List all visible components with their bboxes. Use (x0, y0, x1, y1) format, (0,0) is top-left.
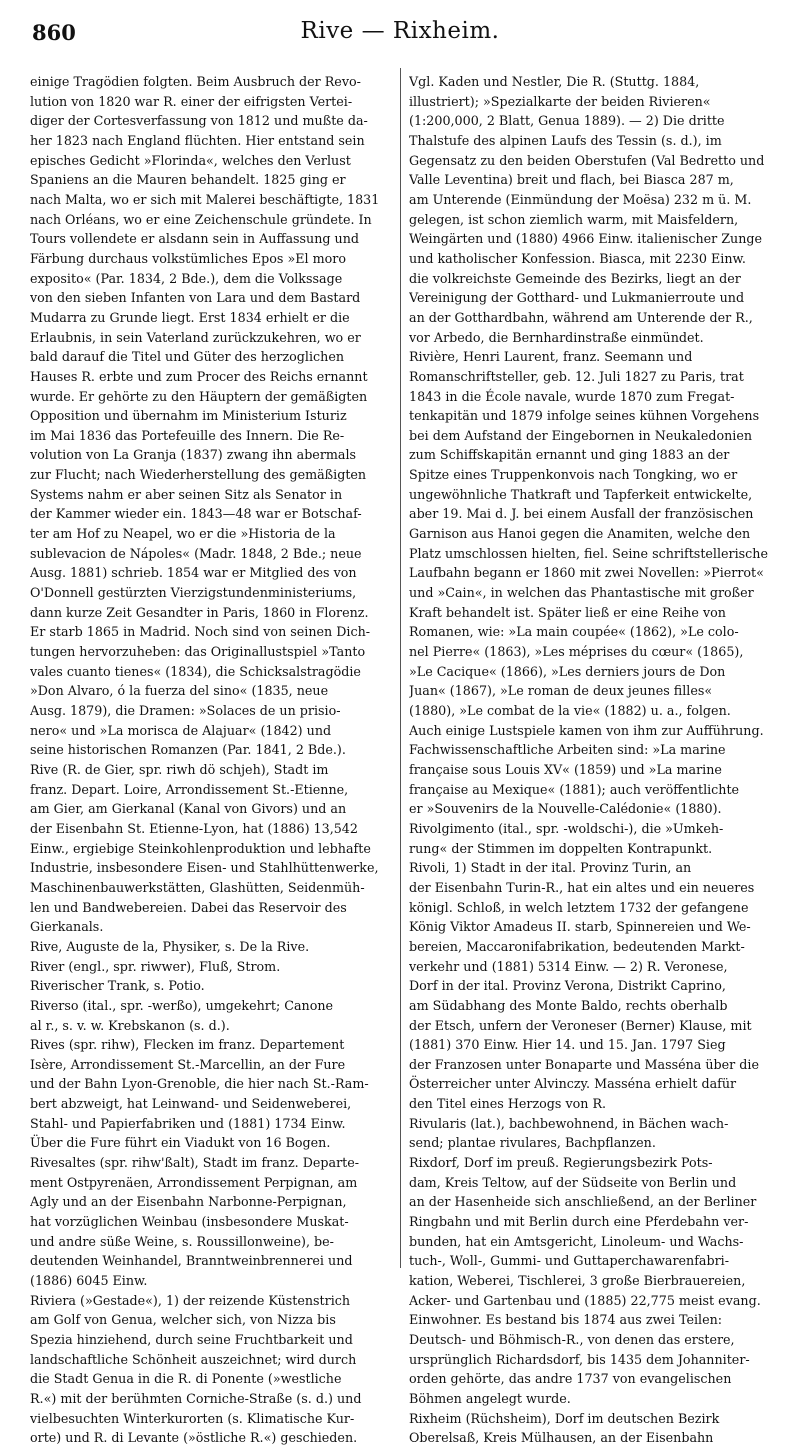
text-line: sublevacion de Nápoles« (Madr. 1848, 2 Bde.; neue (30, 545, 362, 561)
text-line: Riverischer Trank, s. Potio. (30, 978, 205, 994)
text-line: (1880), »Le combat de la vie« (1882) u. a., folgen. (409, 703, 731, 718)
text-line: (1:200,000, 2 Blatt, Genua 1889). — 2) Die dritte (409, 113, 725, 129)
text-line: Rivoli, 1) Stadt in der ital. Provinz Turin, an (409, 860, 692, 876)
text-line: Einwohner. Es bestand bis 1874 aus zwei Teilen: (409, 1312, 723, 1328)
text-line: ursprünglich Richardsdorf, bis 1435 dem Johanniter- (409, 1351, 750, 1367)
text-line: Vgl. Kaden und Nestler, Die R. (Stuttg. 1884, (409, 74, 700, 89)
text-line: von den sieben Infanten von Lara und dem Bastard (30, 290, 361, 306)
text-line: an der Hasenheide sich anschließend, an der Berliner (409, 1194, 757, 1210)
text-line: und »Cain«, in welchen das Phantastische mit großer (409, 585, 754, 601)
text-line: Acker- und Gartenbau und (1885) 22,775 meist evang. (409, 1292, 761, 1308)
left-column (30, 72, 398, 1448)
text-line: am Unterende (Einmündung der Moësa) 232 m ü. M. (409, 191, 752, 207)
text-line: O'Donnell gestürzten Vierzigstundenministeriums, (30, 585, 357, 601)
text-line: Böhmen angelegt wurde. (409, 1390, 571, 1406)
text-line: Gegensatz zu den beiden Oberstufen (Val Bedretto und (409, 152, 765, 168)
text-line: orte) und R. di Levante (»östliche R.«) geschieden. (30, 1430, 358, 1446)
text-line: Rivière, Henri Laurent, franz. Seemann und (409, 349, 693, 365)
text-line: Fachwissenschaftliche Arbeiten sind: »La marine (409, 742, 726, 758)
text-line: tenkapitän und 1879 infolge seines kühnen Vorgehens (409, 408, 760, 424)
text-line: und andre süße Weine, s. Roussillonweine), be- (30, 1233, 334, 1249)
text-line: die Stadt Genua in die R. di Ponente (»westliche (30, 1371, 342, 1387)
text-line: Rivolgimento (ital., spr. -woldschi-), die »Umkeh- (409, 820, 724, 836)
text-line: deutenden Weinhandel, Branntweinbrennerei und (30, 1253, 353, 1269)
text-line: Valle Leventina) breit und flach, bei Biasca 287 m, (409, 172, 734, 188)
text-line: Rixdorf, Dorf im preuß. Regierungsbezirk Pots- (409, 1155, 713, 1171)
text-line: im Mai 1836 das Portefeuille des Innern. Die Re- (30, 427, 345, 443)
text-line: er »Souvenirs de la Nouvelle-Calédonie« (1880). (409, 801, 722, 817)
text-line: Platz umschlossen hielten, fiel. Seine schriftstellerische (409, 545, 768, 561)
text-line: rung« der Stimmen im doppelten Kontrapunkt. (409, 840, 713, 856)
text-line: Rixheim (Rüchsheim), Dorf im deutschen Bezirk (409, 1410, 720, 1426)
text-line: Isère, Arrondissement St.-Marcellin, an der Fure (30, 1056, 346, 1072)
text-line: bei dem Aufstand der Eingebornen in Neukaledonien (409, 427, 753, 443)
right-column (409, 72, 779, 1448)
text-line: Über die Fure führt ein Viadukt von 16 Bogen. (30, 1135, 331, 1151)
text-line: Ausg. 1881) schrieb. 1854 war er Mitglied des von (30, 565, 357, 581)
text-line: vales cuanto tienes« (1834), die Schicksalstragödie (30, 663, 361, 679)
text-line: volution von La Granja (1837) zwang ihn abermals (30, 447, 357, 463)
text-line: und der Bahn Lyon-Grenoble, die hier nach St.-Ram- (30, 1076, 369, 1092)
text-line: nel Pierre« (1863), »Les méprises du cœur« (1865), (409, 644, 744, 660)
text-line: Rivesaltes (spr. rihw'ßalt), Stadt im franz. Departe- (30, 1155, 360, 1171)
text-line: bunden, hat ein Amtsgericht, Linoleum- und Wachs- (409, 1233, 744, 1249)
text-line: Deutsch- und Böhmisch-R., von denen das erstere, (409, 1332, 735, 1347)
text-line: 1843 in die École navale, wurde 1870 zum Fregat- (409, 388, 735, 404)
text-line: Ringbahn und mit Berlin durch eine Pferdebahn ver- (409, 1214, 749, 1230)
text-line: Er starb 1865 in Madrid. Noch sind von seinen Dich- (30, 624, 371, 640)
text-line: len und Bandwebereien. Dabei das Reservoir des (30, 899, 347, 915)
text-line: franz. Depart. Loire, Arrondissement St.-Etienne, (30, 781, 349, 797)
text-line: Stahl- und Papierfabriken und (1881) 1734 Einw. (30, 1115, 346, 1131)
text-line: Laufbahn begann er 1860 mit zwei Novellen: »Pierrot« (409, 565, 764, 581)
text-line: Einw., ergiebige Steinkohlenproduktion und lebhafte (30, 840, 371, 856)
text-line: königl. Schloß, in welch letztem 1732 der gefangene (409, 899, 749, 915)
text-line: (1886) 6045 Einw. (30, 1273, 148, 1289)
column-divider (400, 68, 401, 1268)
page-number: 860 (32, 20, 76, 45)
text-line: zur Flucht; nach Wiederherstellung des gemäßigten (30, 467, 367, 483)
text-line: River (engl., spr. riwwer), Fluß, Strom. (30, 958, 281, 974)
text-line: einige Tragödien folgten. Beim Ausbruch der Revo- (30, 74, 361, 89)
text-line: Tours vollendete er alsdann sein in Auffassung und (30, 231, 360, 247)
text-line: Rives (spr. rihw), Flecken im franz. Departement (30, 1037, 345, 1053)
text-line: der Eisenbahn St. Etienne-Lyon, hat (1886) 13,542 (30, 820, 358, 836)
text-line: Österreicher unter Alvinczy. Masséna erhielt dafür (409, 1076, 737, 1092)
text-line: Erlaubnis, in sein Vaterland zurückzukehren, wo er (30, 329, 361, 345)
text-line: Agly und an der Eisenbahn Narbonne-Perpignan, (30, 1194, 347, 1210)
page-header (30, 14, 770, 50)
text-line: landschaftliche Schönheit auszeichnet; wird durch (30, 1351, 357, 1367)
text-line: der Kammer wieder ein. 1843—48 war er Botschaf- (30, 506, 362, 522)
text-line: (1881) 370 Einw. Hier 14. und 15. Jan. 1797 Sieg (409, 1037, 726, 1053)
text-line: Vereinigung der Gotthard- und Lukmanierroute und (409, 290, 745, 306)
text-line: exposito« (Par. 1834, 2 Bde.), dem die Volkssage (30, 270, 343, 286)
text-line: Garnison aus Hanoi gegen die Anamiten, welche den (409, 526, 751, 542)
text-line: vor Arbedo, die Bernhardinstraße einmündet. (409, 329, 704, 345)
text-line: am Golf von Genua, welcher sich, von Nizza bis (30, 1312, 336, 1328)
text-line: Mudarra zu Grunde liegt. Erst 1834 erhielt er die (30, 309, 350, 325)
text-line: Spezia hinziehend, durch seine Fruchtbarkeit und (30, 1332, 353, 1347)
running-head: Rive — Rixheim. (300, 18, 500, 44)
text-line: Hauses R. erbte und zum Procer des Reichs ernannt (30, 368, 368, 384)
text-line: française sous Louis XV« (1859) und »La marine (409, 761, 722, 777)
text-line: Systems nahm er aber seinen Sitz als Senator in (30, 486, 343, 502)
text-line: bert abzweigt, hat Leinwand- und Seidenweberei, (30, 1096, 352, 1112)
text-line: der Etsch, unfern der Veroneser (Berner) Klause, mit (409, 1017, 752, 1033)
text-line: an der Gotthardbahn, während am Unterende der R., (409, 309, 753, 325)
text-line: Weingärten und (1880) 4966 Einw. italienischer Zunge (409, 231, 763, 247)
text-line: zum Schiffskapitän ernannt und ging 1883 an der (409, 447, 730, 463)
text-line: bereien, Maccaronifabrikation, bedeutenden Markt- (409, 938, 745, 954)
text-line: ungewöhnliche Thatkraft und Tapferkeit entwickelte, (409, 486, 753, 502)
text-line: Juan« (1867), »Le roman de deux jeunes filles« (409, 683, 713, 699)
text-line: nero« und »La morisca de Alajuar« (1842) und (30, 722, 332, 738)
text-line: seine historischen Romanzen (Par. 1841, 2 Bde.). (30, 742, 346, 758)
text-line: nach Orléans, wo er eine Zeichenschule gründete. In (30, 211, 372, 227)
text-line: al r., s. v. w. Krebskanon (s. d.). (30, 1017, 230, 1033)
text-line: dam, Kreis Teltow, auf der Südseite von Berlin und (409, 1174, 737, 1190)
text-line: tungen hervorzuheben: das Originallustspiel »Tanto (30, 644, 366, 660)
text-line: dann kurze Zeit Gesandter in Paris, 1860 in Florenz. (30, 604, 369, 620)
text-line: vielbesuchten Winterkurorten (s. Klimatische Kur- (30, 1410, 355, 1426)
text-line: wurde. Er gehörte zu den Häuptern der gemäßigten (30, 388, 368, 404)
text-line: Ausg. 1879), die Dramen: »Solaces de un prisio- (30, 703, 341, 718)
text-line: episches Gedicht »Florinda«, welches den Verlust (30, 152, 351, 168)
text-line: française au Mexique« (1881); auch veröffentlichte (409, 781, 740, 797)
text-line: aber 19. Mai d. J. bei einem Ausfall der französischen (409, 506, 754, 522)
text-line: Maschinenbauwerkstätten, Glashütten, Seidenmüh- (30, 879, 365, 895)
text-line: Spitze eines Truppenkonvois nach Tongking, wo er (409, 467, 738, 483)
text-line: illustriert); »Spezialkarte der beiden Rivieren« (409, 93, 711, 109)
text-line: verkehr und (1881) 5314 Einw. — 2) R. Veronese, (409, 958, 728, 974)
text-line: Romanschriftsteller, geb. 12. Juli 1827 zu Paris, trat (409, 368, 744, 384)
text-line: Thalstufe des alpinen Laufs des Tessin (s. d.), im (409, 132, 722, 148)
text-line: Dorf in der ital. Provinz Verona, Distrikt Caprino, (409, 978, 726, 994)
text-line: Rive (R. de Gier, spr. riwh dö schjeh), Stadt im (30, 761, 329, 777)
text-line: Färbung durchaus volkstümliches Epos »El moro (30, 250, 346, 266)
text-line: kation, Weberei, Tischlerei, 3 große Bierbrauereien, (409, 1273, 746, 1289)
text-line: Opposition und übernahm im Ministerium Isturiz (30, 408, 347, 424)
text-line: der Eisenbahn Turin-R., hat ein altes und ein neueres (409, 879, 755, 895)
text-line: Auch einige Lustspiele kamen von ihm zur Aufführung. (409, 722, 764, 738)
text-line: den Titel eines Herzogs von R. (409, 1096, 607, 1112)
text-line: lution von 1820 war R. einer der eifrigsten Vertei- (30, 93, 353, 109)
text-line: Rivularis (lat.), bachbewohnend, in Bächen wach- (409, 1115, 729, 1131)
text-line: nach Malta, wo er sich mit Malerei beschäftigte, 1831 (30, 191, 380, 207)
text-line: R.«) mit der berühmten Corniche-Straße (s. d.) und (30, 1390, 362, 1406)
text-line: ment Ostpyrenäen, Arrondissement Perpignan, am (30, 1174, 358, 1190)
text-line: Spaniens an die Mauren behandelt. 1825 ging er (30, 172, 346, 188)
text-line: diger der Cortesverfassung von 1812 und mußte da- (30, 113, 368, 129)
text-line: ter am Hof zu Neapel, wo er die »Historia de la (30, 526, 336, 542)
text-line: am Südabhang des Monte Baldo, rechts oberhalb (409, 997, 728, 1013)
text-line: Riviera (»Gestade«), 1) der reizende Küstenstrich (30, 1292, 351, 1308)
text-line: und katholischer Konfession. Biasca, mit 2230 Einw. (409, 250, 746, 266)
text-line: Kraft behandelt ist. Später ließ er eine Reihe von (409, 604, 726, 620)
text-line: her 1823 nach England flüchten. Hier entstand sein (30, 132, 365, 148)
text-line: Rive, Auguste de la, Physiker, s. De la Rive. (30, 938, 310, 954)
text-line: gelegen, ist schon ziemlich warm, mit Maisfeldern, (409, 211, 739, 227)
text-line: Industrie, insbesondere Eisen- und Stahlhüttenwerke, (30, 860, 379, 876)
text-line: Gierkanals. (30, 919, 104, 935)
text-line: der Franzosen unter Bonaparte und Masséna über die (409, 1056, 759, 1072)
text-line: bald darauf die Titel und Güter des herzoglichen (30, 349, 344, 365)
text-line: König Viktor Amadeus II. starb, Spinnereien und We- (409, 919, 751, 935)
text-line: orden gehörte, das andre 1737 von evangelischen (409, 1371, 732, 1387)
text-line: »Don Alvaro, ó la fuerza del sino« (1835, neue (30, 683, 329, 699)
text-line: Romanen, wie: »La main coupée« (1862), »Le colo- (409, 624, 739, 640)
text-line: die volkreichste Gemeinde des Bezirks, liegt an der (409, 270, 741, 286)
text-line: am Gier, am Gierkanal (Kanal von Givors) und an (30, 801, 347, 817)
text-line: tuch-, Woll-, Gummi- und Guttaperchawarenfabri- (409, 1253, 729, 1269)
text-line: hat vorzüglichen Weinbau (insbesondere Muskat- (30, 1214, 349, 1230)
text-line: »Le Cacique« (1866), »Les derniers jours de Don (409, 663, 726, 679)
text-line: send; plantae rivulares, Bachpflanzen. (409, 1135, 656, 1151)
text-line: Riverso (ital., spr. -werßo), umgekehrt; Canone (30, 997, 334, 1013)
text-line: Oberelsaß, Kreis Mülhausen, an der Eisenbahn (409, 1430, 714, 1446)
